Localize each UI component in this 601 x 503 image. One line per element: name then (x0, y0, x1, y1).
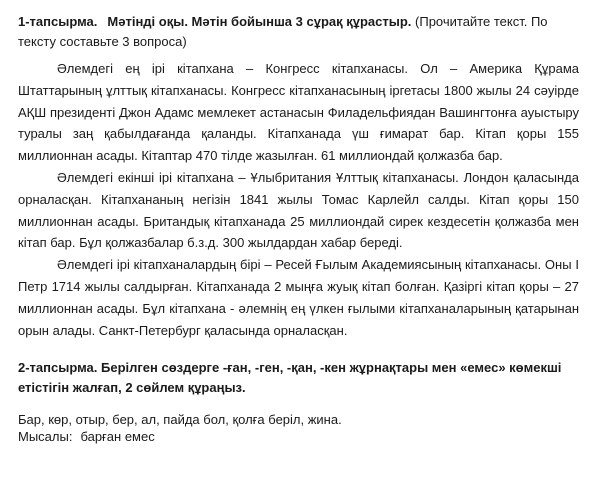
paragraph-russian-academy-library: Әлемдегі ірі кітапханалардың бірі – Ресей Ғылым Академиясының кітапханасы. Оны I Петр 1714 жылы салдырған. Кітапханада 2 мыңға жуық кітап болған. Қазіргі кітап қоры – 27 миллионнан асады. Бұл кітапхана - әлемнің ең үлкен ғылыми кітапханаларының қатарынан орын алады. Санкт-Петербург қаласында орналасқан. (18, 257, 579, 338)
task-1-heading (18, 12, 588, 52)
task-2-heading: 2-тапсырма. Берілген сөздерге -ған, -ген, -қан, -кен жұрнақтары мен «емес» көмекші етістігін жалғап, 2 сөйлем құраңыз. (18, 360, 562, 395)
task-1-translation: (Прочитайте текст. По тексту составьте 3 вопроса) (18, 14, 548, 49)
task-1-instruction: Мәтінді оқы. Мәтін бойынша 3 сұрақ құрастыр. (107, 14, 412, 29)
task-1-label: 1-тапсырма. (18, 14, 98, 29)
paragraph-library-of-congress: Әлемдегі ең ірі кітапхана – Конгресс кітапханасы. Ол – Америка Құрама Штаттарының ұлттық кітапханасы. Конгресс кітапханасының іргетасы 1800 жылы 24 сәуірде АҚШ президенті Джон Адамс мемлекет астанасын Филадельфиядан Вашингтонға ауыстыру туралы заң қабылдағанда қаланды. Кітапханада үш ғимарат бар. Кітап қоры 155 миллионнан асады. Кітаптар 470 тілде жазылған. 61 миллиондай қолжазба бар. (18, 61, 579, 164)
example-line (18, 427, 588, 446)
paragraph-british-library: Әлемдегі екінші ірі кітапхана – Ұлыбритания Ұлттық кітапханасы. Лондон қаласында орналасқан. Кітапхананың негізін 1841 жылы Томас Карлейл салды. Кітап қоры 150 миллионнан асады. Британдық кітапханада 25 миллиондай сирек кездесетін қолжазба мен кітап бар. Бұл қолжазбалар б.з.д. 300 жылдардан хабар береді. (18, 169, 579, 251)
word-list: Бар, көр, отыр, бер, ал, пайда бол, қолға беріл, жина. (18, 412, 342, 427)
example-label: Мысалы: (18, 429, 73, 444)
reading-text (18, 58, 579, 341)
example-value: барған емес (80, 429, 155, 444)
